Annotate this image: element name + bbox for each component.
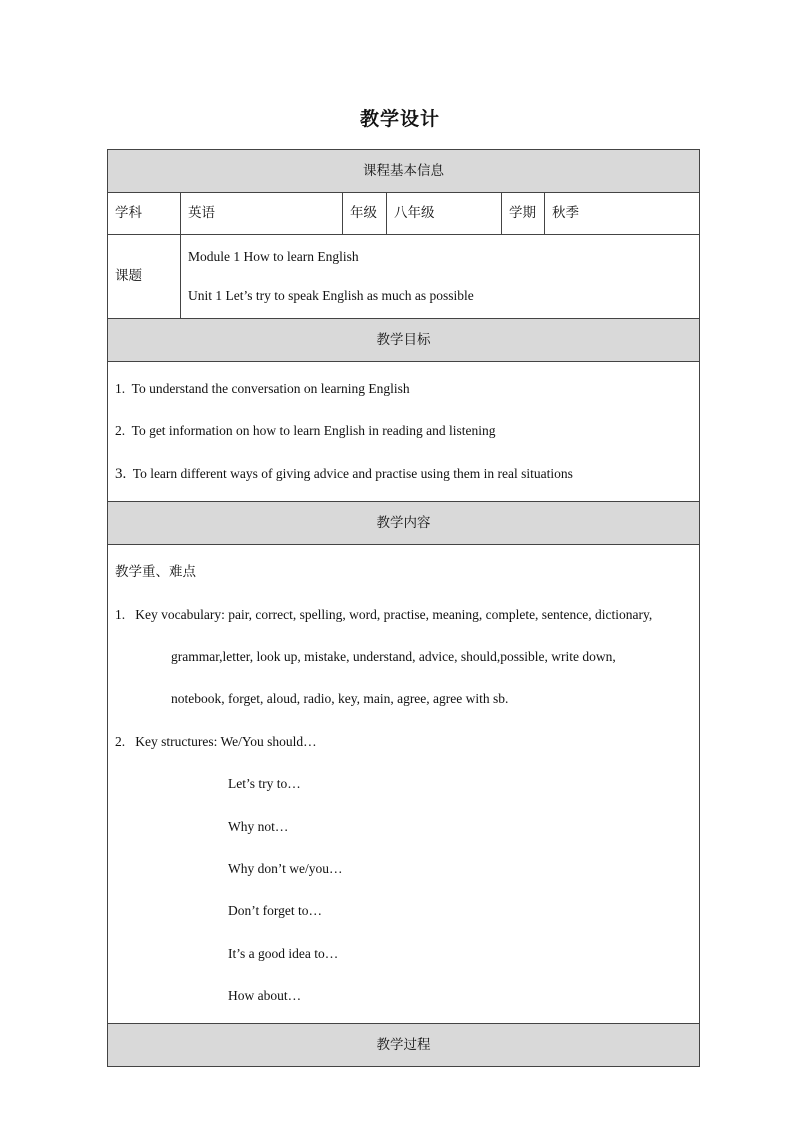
objectives-list [108, 362, 700, 502]
topic-value [181, 235, 700, 319]
structure-line: Let’s try to… [228, 776, 301, 792]
section-header-objectives: 教学目标 [108, 319, 700, 362]
structure-line: It’s a good idea to… [228, 945, 339, 961]
topic-unit: Unit 1 Let’s try to speak English as much as possible [188, 287, 474, 303]
structure-line: Don’t forget to… [228, 903, 322, 919]
objective-number: 1. [115, 381, 126, 396]
structure-line: Why don’t we/you… [228, 860, 343, 876]
section-header-process: 教学过程 [108, 1024, 700, 1067]
vocab-line: grammar,letter, look up, mistake, understand, advice, should,possible, write down, [171, 648, 616, 664]
objective-item [115, 410, 692, 452]
section-header-content: 教学内容 [108, 502, 700, 545]
content-heading: 教学重、难点 [115, 564, 196, 580]
vocab-item [115, 594, 692, 636]
objective-text: To understand the conversation on learning English [131, 381, 410, 396]
content-body [108, 545, 700, 1024]
topic-label: 课题 [108, 235, 181, 319]
structure-line: Why not… [228, 818, 289, 834]
section-header-basic-info: 课程基本信息 [108, 150, 700, 193]
page-title: 教学设计 [359, 109, 440, 130]
topic-module: Module 1 How to learn English [188, 249, 359, 265]
objective-item [115, 368, 692, 410]
vocab-number: 1. [115, 606, 126, 622]
term-label: 学期 [502, 193, 545, 235]
term-value: 秋季 [545, 193, 700, 235]
objective-number: 3. [115, 465, 127, 482]
grade-value: 八年级 [387, 193, 502, 235]
objective-text: To get information on how to learn English in reading and listening [131, 423, 496, 439]
vocab-line: notebook, forget, aloud, radio, key, main, agree, agree with sb. [171, 691, 509, 707]
structures-item [115, 721, 692, 763]
structures-intro: Key structures: We/You should… [135, 733, 317, 749]
objective-text: To learn different ways of giving advice and practise using them in real situations [132, 465, 573, 481]
structures-number: 2. [115, 733, 126, 749]
lesson-plan-table [107, 149, 700, 1067]
objective-number: 2. [115, 423, 126, 439]
subject-label: 学科 [108, 193, 181, 235]
objective-item [115, 453, 692, 495]
subject-value: 英语 [181, 193, 343, 235]
grade-label: 年级 [343, 193, 387, 235]
structure-line: How about… [228, 988, 302, 1004]
vocab-line: Key vocabulary: pair, correct, spelling, word, practise, meaning, complete, sentence, dictionary, [135, 606, 653, 622]
